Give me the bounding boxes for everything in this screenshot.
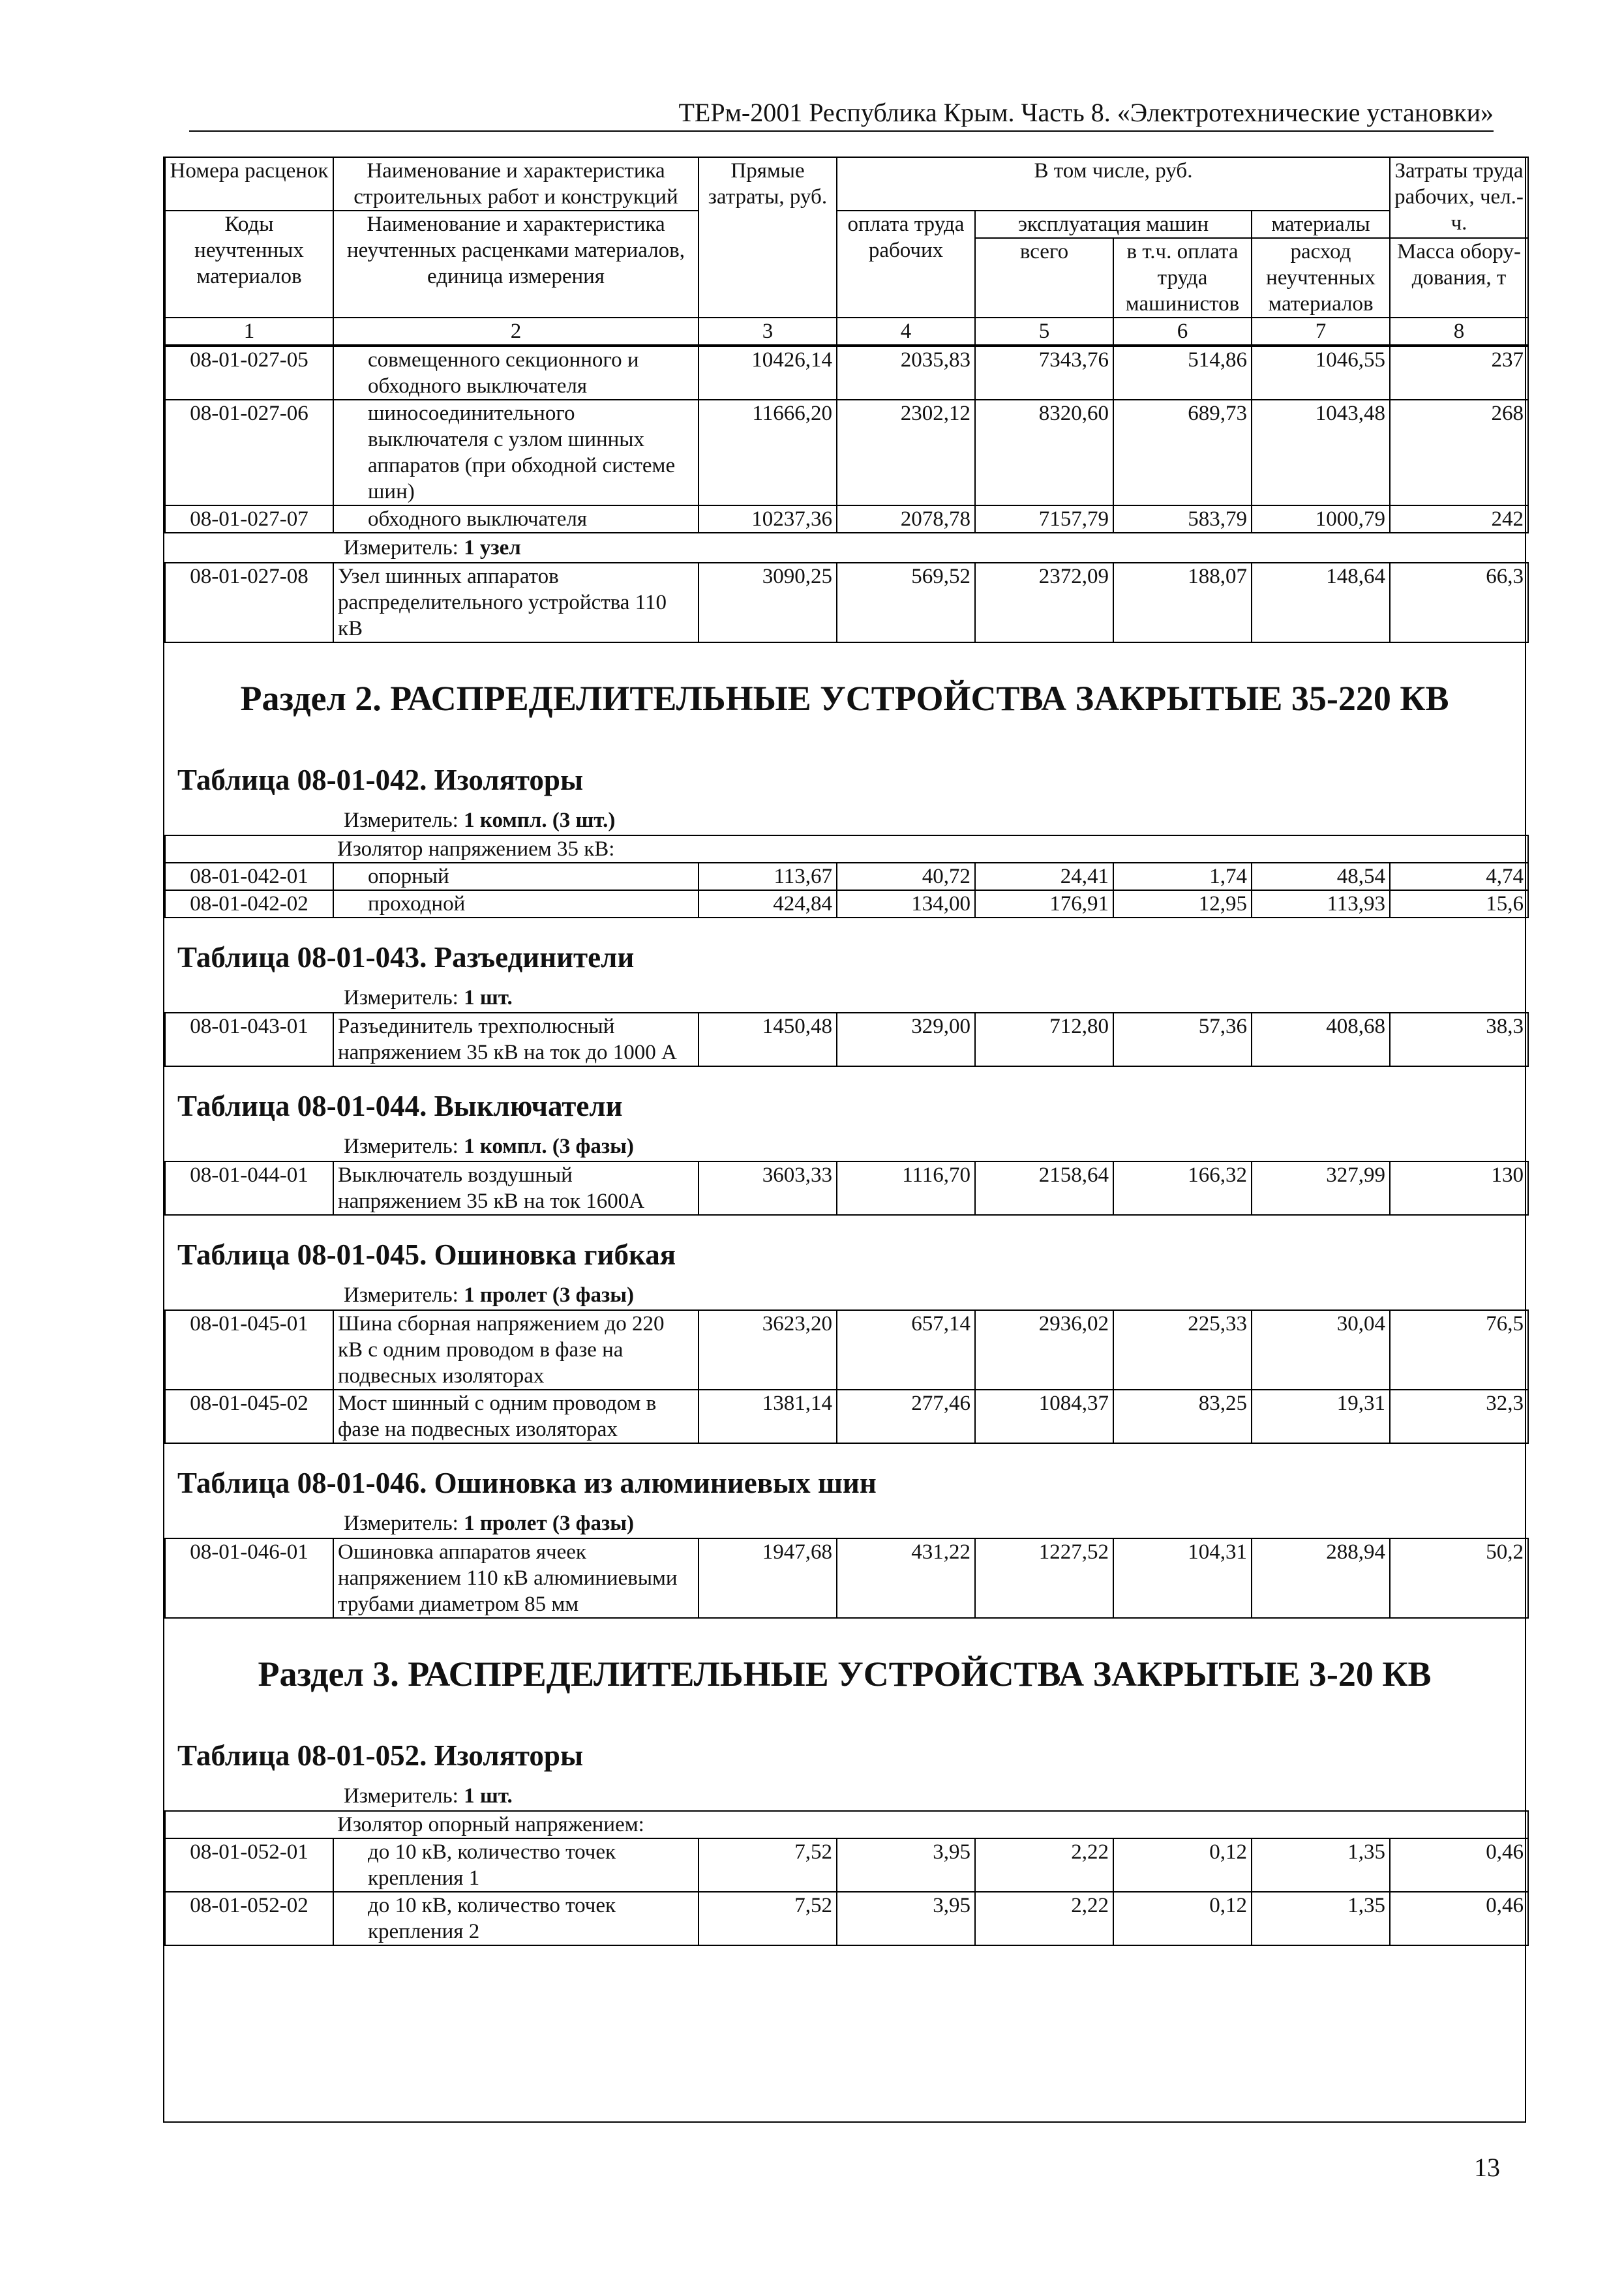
- column-number: 7: [1252, 318, 1390, 345]
- table-block-044: [164, 1067, 1525, 1216]
- column-number: 5: [975, 318, 1113, 345]
- rates-table: [164, 1161, 1529, 1216]
- direct-costs-value: 7,52: [699, 1892, 837, 1945]
- table-row: [165, 1892, 1528, 1945]
- col-rate-numbers: Номера расценок: [165, 157, 333, 211]
- table-row: [165, 1838, 1528, 1892]
- table-block-046: [164, 1444, 1525, 1619]
- measure-line-027: [164, 533, 1525, 562]
- rates-header-table: [164, 157, 1529, 346]
- measure-label: Измеритель:: [344, 1512, 459, 1535]
- col-direct-costs: Прямые затраты, руб.: [699, 157, 837, 318]
- materials-value: 1,35: [1252, 1892, 1390, 1945]
- table-title: Таблица 08-01-052. Изоляторы: [177, 1739, 584, 1772]
- rate-code: 08-01-045-01: [165, 1310, 333, 1390]
- table-title: Таблица 08-01-045. Ошиновка гибкая: [177, 1238, 676, 1271]
- rates-table: [164, 1309, 1529, 1444]
- machines-value: 7343,76: [975, 346, 1113, 400]
- measure-label: Измеритель:: [344, 1135, 459, 1158]
- col-machines-total: всего: [975, 238, 1113, 318]
- machines-value: 2,22: [975, 1838, 1113, 1892]
- measure-label: Измеритель:: [344, 986, 459, 1010]
- wages-value: 2035,83: [837, 346, 975, 400]
- table-title: Таблица 08-01-046. Ошиновка из алюминиевых шин: [177, 1467, 877, 1499]
- rate-code: 08-01-027-05: [165, 346, 333, 400]
- labor-value: 0,46: [1390, 1892, 1528, 1945]
- measure-value: 1 пролет (3 фазы): [464, 1283, 634, 1307]
- column-number: 6: [1113, 318, 1252, 345]
- document-frame: [163, 157, 1526, 2123]
- materials-value: 288,94: [1252, 1538, 1390, 1618]
- materials-value: 1046,55: [1252, 346, 1390, 400]
- table-row: [165, 346, 1528, 400]
- materials-value: 1043,48: [1252, 400, 1390, 505]
- group-spacer-cell: [165, 835, 333, 863]
- measure-line: [164, 806, 1525, 835]
- machinist-wages-value: 83,25: [1113, 1390, 1252, 1443]
- materials-value: 19,31: [1252, 1390, 1390, 1443]
- rate-name: обходного выключателя: [333, 505, 699, 533]
- rows-body: [165, 563, 1528, 642]
- rate-code: 08-01-042-01: [165, 863, 333, 890]
- direct-costs-value: 1450,48: [699, 1013, 837, 1066]
- wages-value: 1116,70: [837, 1161, 975, 1215]
- machinist-wages-value: 0,12: [1113, 1838, 1252, 1892]
- materials-value: 48,54: [1252, 863, 1390, 890]
- rate-code: 08-01-043-01: [165, 1013, 333, 1066]
- labor-value: 4,74: [1390, 863, 1528, 890]
- table-027-continuation: [164, 346, 1529, 533]
- col-machinist-wages: в т.ч. оплата труда машинистов: [1113, 238, 1252, 318]
- table-row: [165, 400, 1528, 505]
- table-row: [165, 863, 1528, 890]
- measure-line: [164, 983, 1525, 1012]
- direct-costs-value: 1947,68: [699, 1538, 837, 1618]
- rate-name: шиносоединительного выключателя с узлом шинных аппаратов (при обходной системе шин): [333, 400, 699, 505]
- table-row: [165, 563, 1528, 642]
- table-block-045: [164, 1216, 1525, 1444]
- page-header-title: ТЕРм-2001 Республика Крым. Часть 8. «Электротехнические установки»: [678, 98, 1494, 127]
- machines-value: 2,22: [975, 1892, 1113, 1945]
- machinist-wages-value: 514,86: [1113, 346, 1252, 400]
- group-heading: Изолятор напряжением 35 кВ:: [333, 835, 1528, 863]
- section-2-title: Раздел 2. РАСПРЕДЕЛИТЕЛЬНЫЕ УСТРОЙСТВА ЗАКРЫТЫЕ 35-220 КВ: [240, 679, 1449, 718]
- machines-value: 7157,79: [975, 505, 1113, 533]
- labor-value: 50,2: [1390, 1538, 1528, 1618]
- rate-code: 08-01-042-02: [165, 890, 333, 918]
- wages-value: 431,22: [837, 1538, 975, 1618]
- col-materials: материалы: [1252, 211, 1390, 238]
- machinist-wages-value: 12,95: [1113, 890, 1252, 918]
- machines-value: 2372,09: [975, 563, 1113, 642]
- measure-line: [164, 1281, 1525, 1309]
- rate-name: Шина сборная напряжением до 220 кВ с одним проводом в фазе на подвесных изоляторах: [333, 1310, 699, 1390]
- column-number: 2: [333, 318, 699, 345]
- rows-body: [165, 1013, 1528, 1066]
- materials-value: 113,93: [1252, 890, 1390, 918]
- rate-name: до 10 кВ, количество точек крепления 1: [333, 1838, 699, 1892]
- table-title: Таблица 08-01-043. Разъединители: [177, 941, 635, 974]
- machinist-wages-value: 188,07: [1113, 563, 1252, 642]
- col-including: В том числе, руб.: [837, 157, 1390, 211]
- col-material-codes: Коды неучтенных материалов: [165, 211, 333, 318]
- table-title: Таблица 08-01-042. Изоляторы: [177, 764, 584, 796]
- rows-body: [165, 1811, 1528, 1945]
- rates-table: [164, 1012, 1529, 1067]
- labor-value: 268: [1390, 400, 1528, 505]
- table-row: [165, 1390, 1528, 1443]
- machinist-wages-value: 583,79: [1113, 505, 1252, 533]
- machines-value: 1084,37: [975, 1390, 1113, 1443]
- direct-costs-value: 3623,20: [699, 1310, 837, 1390]
- labor-value: 237: [1390, 346, 1528, 400]
- machines-value: 1227,52: [975, 1538, 1113, 1618]
- rate-code: 08-01-046-01: [165, 1538, 333, 1618]
- direct-costs-value: 3603,33: [699, 1161, 837, 1215]
- rate-code: 08-01-027-06: [165, 400, 333, 505]
- labor-value: 242: [1390, 505, 1528, 533]
- materials-value: 327,99: [1252, 1161, 1390, 1215]
- table-row: [165, 1013, 1528, 1066]
- machinist-wages-value: 1,74: [1113, 863, 1252, 890]
- group-heading-row: [165, 835, 1528, 863]
- column-number: 1: [165, 318, 333, 345]
- col-machines: эксплуатация машин: [975, 211, 1252, 238]
- column-number: 8: [1390, 318, 1528, 345]
- rate-code: 08-01-027-07: [165, 505, 333, 533]
- rate-name: Разъединитель трехполюсный напряжением 35 кВ на ток до 1000 А: [333, 1013, 699, 1066]
- rate-name: до 10 кВ, количество точек крепления 2: [333, 1892, 699, 1945]
- rows-body: [165, 346, 1528, 533]
- rate-name: Выключатель воздушный напряжением 35 кВ на ток 1600А: [333, 1161, 699, 1215]
- rows-body: [165, 1161, 1528, 1215]
- rate-name: опорный: [333, 863, 699, 890]
- machinist-wages-value: 166,32: [1113, 1161, 1252, 1215]
- measure-line: [164, 1782, 1525, 1810]
- machinist-wages-value: 225,33: [1113, 1310, 1252, 1390]
- table-block-042: [164, 741, 1525, 918]
- col-wages: оплата труда рабочих: [837, 211, 975, 318]
- labor-value: 32,3: [1390, 1390, 1528, 1443]
- table-row: [165, 1161, 1528, 1215]
- column-numbers-row: [165, 318, 1528, 345]
- rows-body: [165, 1538, 1528, 1618]
- machinist-wages-value: 689,73: [1113, 400, 1252, 505]
- machines-value: 712,80: [975, 1013, 1113, 1066]
- rates-table: [164, 835, 1529, 918]
- labor-value: 66,3: [1390, 563, 1528, 642]
- materials-value: 148,64: [1252, 563, 1390, 642]
- wages-value: 329,00: [837, 1013, 975, 1066]
- measure-label: Измеритель:: [344, 536, 459, 560]
- col-material-use: расход неучтенных материалов: [1252, 238, 1390, 318]
- rate-code: 08-01-044-01: [165, 1161, 333, 1215]
- page-header: [189, 97, 1494, 132]
- column-number: 4: [837, 318, 975, 345]
- measure-label: Измеритель:: [344, 809, 459, 832]
- col-material-name: Наименование и характеристика неучтенных расценками материалов, единица измерения: [333, 211, 699, 318]
- machinist-wages-value: 57,36: [1113, 1013, 1252, 1066]
- table-row: [165, 890, 1528, 918]
- wages-value: 657,14: [837, 1310, 975, 1390]
- group-spacer-cell: [165, 1811, 333, 1838]
- materials-value: 1,35: [1252, 1838, 1390, 1892]
- table-block-052: [164, 1716, 1525, 1946]
- group-heading-row: [165, 1811, 1528, 1838]
- materials-value: 1000,79: [1252, 505, 1390, 533]
- table-title: Таблица 08-01-044. Выключатели: [177, 1090, 623, 1122]
- machinist-wages-value: 0,12: [1113, 1892, 1252, 1945]
- rate-name: Ошиновка аппаратов ячеек напряжением 110 кВ алюминиевыми трубами диаметром 85 мм: [333, 1538, 699, 1618]
- machines-value: 8320,60: [975, 400, 1113, 505]
- table-row: [165, 1310, 1528, 1390]
- wages-value: 40,72: [837, 863, 975, 890]
- wages-value: 134,00: [837, 890, 975, 918]
- rate-name: Мост шинный с одним проводом в фазе на подвесных изоляторах: [333, 1390, 699, 1443]
- rows-body: [165, 1310, 1528, 1443]
- col-equipment-mass: Масса обору-дования, т: [1390, 238, 1528, 318]
- machines-value: 2158,64: [975, 1161, 1113, 1215]
- direct-costs-value: 3090,25: [699, 563, 837, 642]
- wages-value: 2078,78: [837, 505, 975, 533]
- direct-costs-value: 10237,36: [699, 505, 837, 533]
- labor-value: 130: [1390, 1161, 1528, 1215]
- measure-value: 1 узел: [464, 536, 521, 560]
- wages-value: 3,95: [837, 1838, 975, 1892]
- table-row: [165, 1538, 1528, 1618]
- wages-value: 569,52: [837, 563, 975, 642]
- measure-value: 1 шт.: [464, 1784, 513, 1808]
- direct-costs-value: 424,84: [699, 890, 837, 918]
- direct-costs-value: 7,52: [699, 1838, 837, 1892]
- rates-table: [164, 1810, 1529, 1946]
- table-row: [165, 505, 1528, 533]
- rate-code: 08-01-052-02: [165, 1892, 333, 1945]
- measure-value: 1 шт.: [464, 986, 513, 1010]
- machines-value: 24,41: [975, 863, 1113, 890]
- direct-costs-value: 1381,14: [699, 1390, 837, 1443]
- section-3-title: Раздел 3. РАСПРЕДЕЛИТЕЛЬНЫЕ УСТРОЙСТВА ЗАКРЫТЫЕ 3-20 КВ: [258, 1654, 1432, 1694]
- col-labor-costs: Затраты труда рабочих, чел.-ч.: [1390, 157, 1528, 238]
- direct-costs-value: 11666,20: [699, 400, 837, 505]
- measure-label: Измеритель:: [344, 1283, 459, 1307]
- materials-value: 408,68: [1252, 1013, 1390, 1066]
- column-number: 3: [699, 318, 837, 345]
- wages-value: 3,95: [837, 1892, 975, 1945]
- rate-code: 08-01-027-08: [165, 563, 333, 642]
- measure-value: 1 пролет (3 фазы): [464, 1512, 634, 1535]
- labor-value: 38,3: [1390, 1013, 1528, 1066]
- rate-code: 08-01-045-02: [165, 1390, 333, 1443]
- rate-code: 08-01-052-01: [165, 1838, 333, 1892]
- page-number: 13: [1474, 2153, 1500, 2182]
- direct-costs-value: 10426,14: [699, 346, 837, 400]
- measure-line: [164, 1509, 1525, 1538]
- col-work-name: Наименование и характеристика строительных работ и конструкций: [333, 157, 699, 211]
- labor-value: 76,5: [1390, 1310, 1528, 1390]
- measure-label: Измеритель:: [344, 1784, 459, 1808]
- machines-value: 2936,02: [975, 1310, 1113, 1390]
- rate-name: совмещенного секционного и обходного выключателя: [333, 346, 699, 400]
- measure-value: 1 компл. (3 фазы): [464, 1135, 634, 1158]
- rate-name: Узел шинных аппаратов распределительного устройства 110 кВ: [333, 563, 699, 642]
- machinist-wages-value: 104,31: [1113, 1538, 1252, 1618]
- direct-costs-value: 113,67: [699, 863, 837, 890]
- measure-value: 1 компл. (3 шт.): [464, 809, 616, 832]
- rates-table: [164, 1538, 1529, 1619]
- rate-name: проходной: [333, 890, 699, 918]
- measure-line: [164, 1132, 1525, 1161]
- labor-value: 15,6: [1390, 890, 1528, 918]
- table-027-last: [164, 562, 1529, 643]
- machines-value: 176,91: [975, 890, 1113, 918]
- wages-value: 2302,12: [837, 400, 975, 505]
- rows-body: [165, 835, 1528, 918]
- wages-value: 277,46: [837, 1390, 975, 1443]
- materials-value: 30,04: [1252, 1310, 1390, 1390]
- table-block-043: [164, 918, 1525, 1067]
- group-heading: Изолятор опорный напряжением:: [333, 1811, 1528, 1838]
- labor-value: 0,46: [1390, 1838, 1528, 1892]
